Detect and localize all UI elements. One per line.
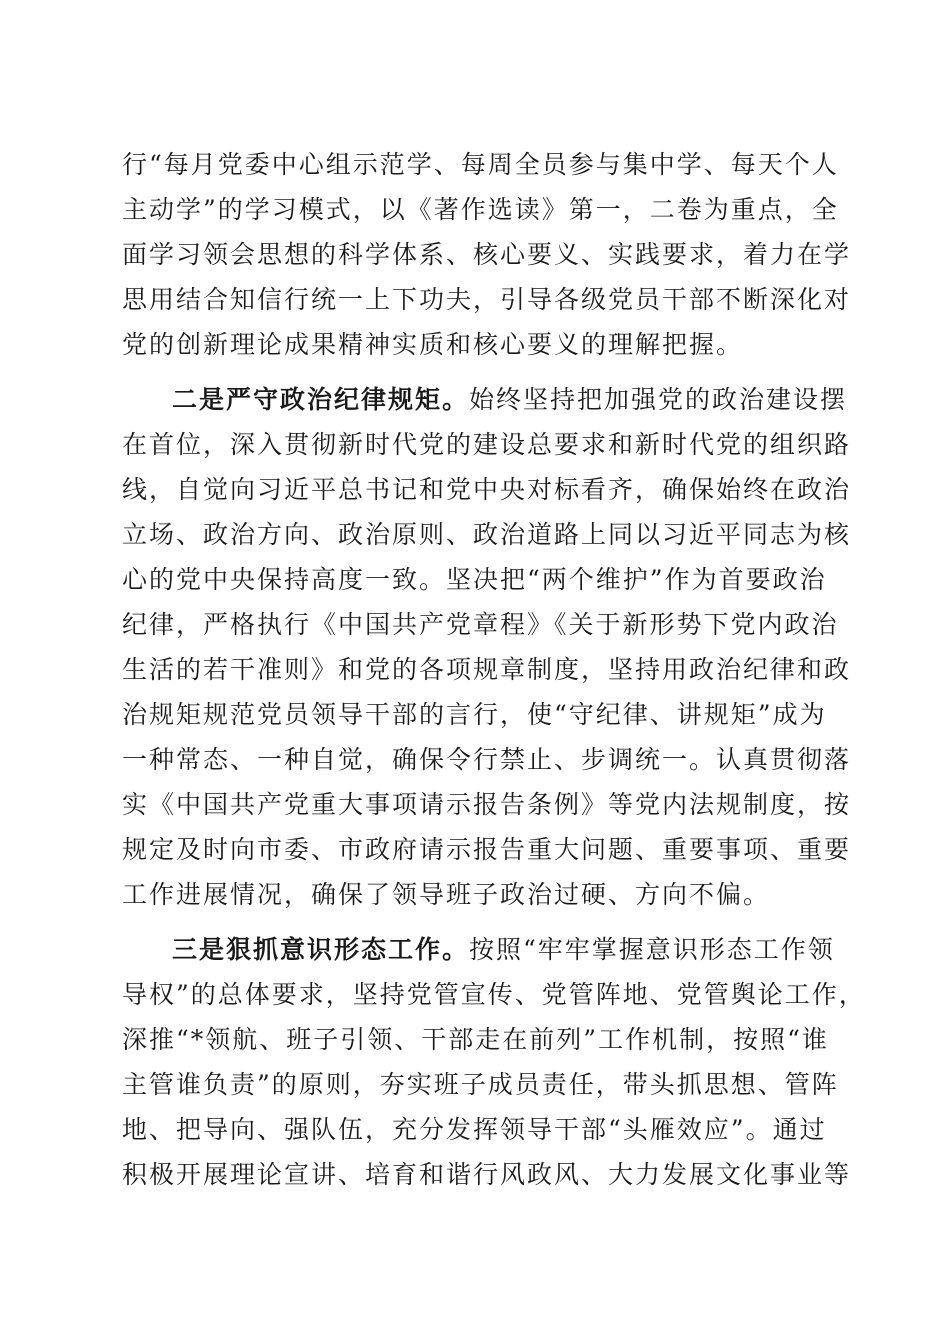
paragraph-2-line-9: 一种常态、一种自觉，确保令行禁止、步调统一。认真贯彻落 <box>122 745 852 774</box>
paragraph-1-line-3: 面学习领会思想的科学体系、核心要义、实践要求，着力在学 <box>122 240 852 269</box>
paragraph-gap <box>122 367 830 377</box>
paragraph-2-line-7: 生活的若干准则》和党的各项规章制度，坚持用政治纪律和政 <box>122 655 852 684</box>
paragraph-2-line-1 <box>122 377 848 422</box>
paragraph-3-line-6: 积极开展理论宣讲、培育和谐行风政风、大力发展文化事业等 <box>122 1160 852 1189</box>
paragraph-1-line-4: 思用结合知信行统一上下功夫，引导各级党员干部不断深化对 <box>122 285 852 314</box>
paragraph-3-line-2: 导权”的总体要求，坚持党管宣传、党管阵地、党管舆论工作， <box>122 980 866 1009</box>
paragraph-2-line-8: 治规矩规范党员领导干部的言行，使“守纪律、讲规矩”成为 <box>122 700 827 729</box>
paragraph-3-lead: 三是狠抓意识形态工作。 <box>172 935 470 964</box>
paragraph-2-lead: 二是严守政治纪律规矩。 <box>172 385 470 414</box>
paragraph-3-line-1 <box>122 927 835 972</box>
paragraph-2-line-12: 工作进展情况，确保了领导班子政治过硬、方向不偏。 <box>122 880 771 909</box>
paragraph-gap <box>122 917 830 927</box>
paragraph-1-line-1: 行“每月党委中心组示范学、每周全员参与集中学、每天个人 <box>122 150 839 179</box>
paragraph-2-line-4: 立场、政治方向、政治原则、政治道路上同以习近平同志为核 <box>122 520 852 549</box>
paragraph-2-first-rest: 始终坚持把加强党的政治建设摆 <box>469 385 848 414</box>
paragraph-1-line-5: 党的创新理论成果精神实质和核心要义的理解把握。 <box>122 330 744 359</box>
paragraph-3-line-3: 深推“*领航、班子引领、干部走在前列”工作机制，按照“谁 <box>122 1025 829 1054</box>
paragraph-3-line-5: 地、把导向、强队伍，充分发挥领导干部“头雁效应”。通过 <box>122 1115 827 1144</box>
paragraph-2-line-5: 心的党中央保持高度一致。坚决把“两个维护”作为首要政治 <box>122 565 827 594</box>
paragraph-2-line-2: 在首位，深入贯彻新时代党的建设总要求和新时代党的组织路 <box>122 430 852 459</box>
paragraph-2-line-6: 纪律，严格执行《中国共产党章程》《关于新形势下党内政治 <box>122 610 839 639</box>
paragraph-3-first-rest: 按照“牢牢掌握意识形态工作领 <box>469 935 835 964</box>
paragraph-2-line-11: 规定及时向市委、市政府请示报告重大问题、重要事项、重要 <box>122 835 852 864</box>
document-body <box>122 142 866 1197</box>
paragraph-3-line-4: 主管谁负责”的原则，夯实班子成员责任，带头抓思想、管阵 <box>122 1070 839 1099</box>
paragraph-2-line-3: 线，自觉向习近平总书记和党中央对标看齐，确保始终在政治 <box>122 475 852 504</box>
paragraph-1-line-2: 主动学”的学习模式，以《著作选读》第一，二卷为重点，全 <box>122 195 839 224</box>
paragraph-2-line-10: 实《中国共产党重大事项请示报告条例》等党内法规制度，按 <box>122 790 852 819</box>
